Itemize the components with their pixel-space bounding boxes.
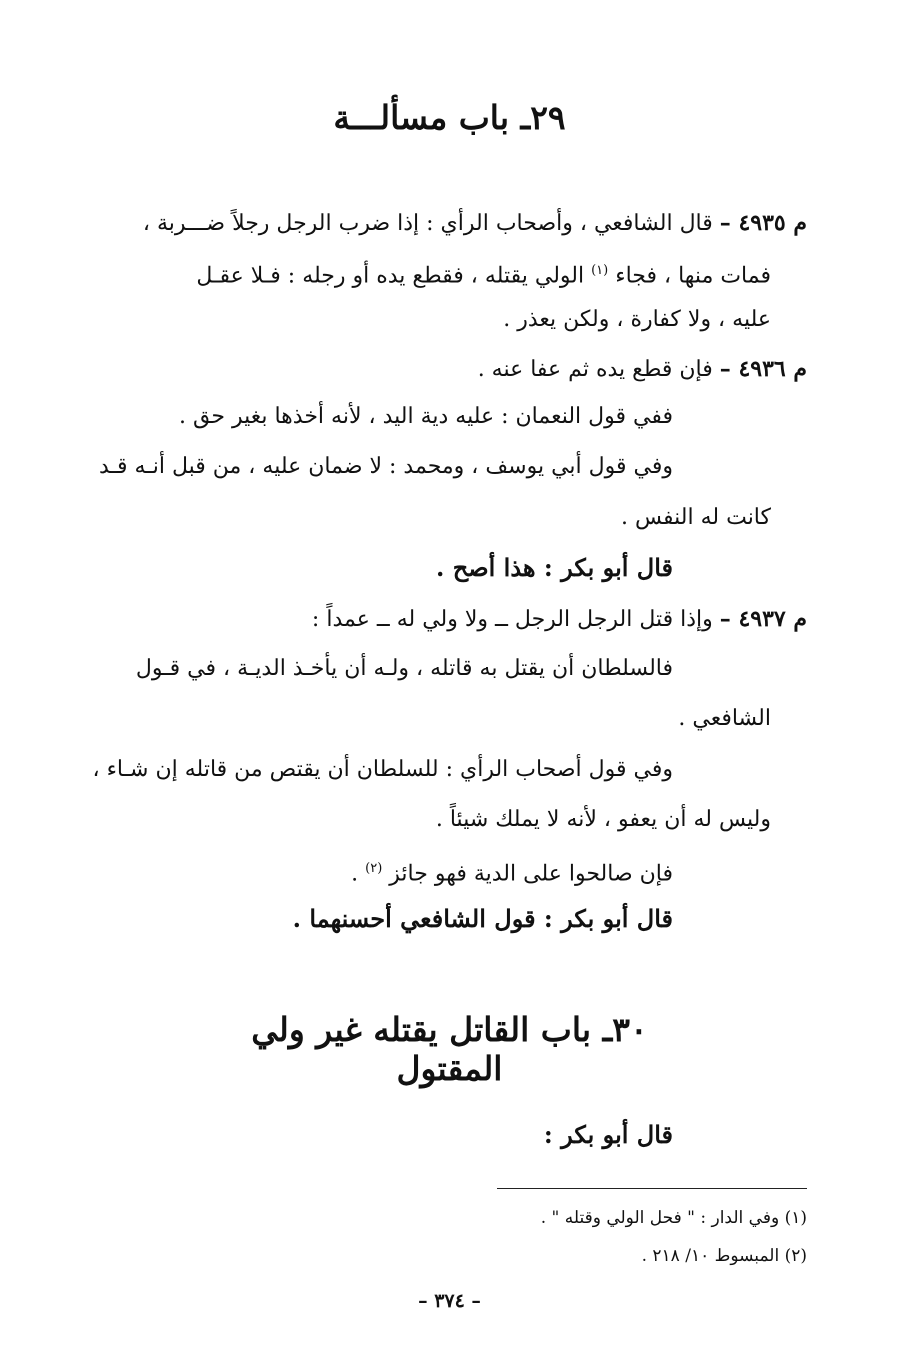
abu-bakr-opinion-1: قال أبو بكر : هذا أصح . <box>436 553 673 582</box>
issue-number-4936: م ٤٩٣٦ – <box>719 356 807 382</box>
issue-4937-line-6: فإن صالحوا على الدية فهو جائز $^{(٢)}$ . <box>351 861 673 887</box>
abu-bakr-opinion-2: قال أبو بكر : قول الشافعي أحسنهما . <box>292 904 673 933</box>
issue-4937-line-3: الشافعي . <box>678 706 771 731</box>
issue-4935-line-3: عليه ، ولا كفارة ، ولكن يعذر . <box>503 307 771 332</box>
issue-4937-line-1: م ٤٩٣٧ – وإذا قتل الرجل الرجل ــ ولا ولي له ــ عمداً : <box>311 606 807 632</box>
issue-4935-line-1: م ٤٩٣٥ – قال الشافعي ، وأصحاب الرأي : إذا ضرب الرجل رجلاً ضـــربة ، <box>142 210 807 236</box>
issue-4937-line-2: فالسلطان أن يقتل به قاتله ، ولـه أن يأخـذ الديـة ، في قـول <box>135 656 673 681</box>
chapter-heading-30: ٣٠ـ باب القاتل يقتله غير ولي المقتول <box>251 1010 648 1088</box>
chapter-heading-29: ٢٩ـ باب مسألـــة <box>333 98 566 137</box>
footnote-2: (٢) المبسوط ١٠/ ٢١٨ . <box>641 1246 807 1266</box>
issue-number-4937: م ٤٩٣٧ – <box>719 606 807 632</box>
footnote-divider <box>497 1188 807 1189</box>
footnote-ref-1: (١) <box>591 263 609 278</box>
issue-4936-line-3: وفي قول أبي يوسف ، ومحمد : لا ضمان عليه ، من قبل أنـه قـد <box>99 454 673 479</box>
closing-abu-bakr: قال أبو بكر : <box>543 1120 673 1149</box>
issue-4936-line-4: كانت له النفس . <box>620 505 771 530</box>
issue-4935-line-2: فمات منها ، فجاء $^{(١)}$ الولي يقتله ، فقطع يده أو رجله : فـلا عقـل <box>196 263 771 289</box>
issue-4936-line-2: ففي قول النعمان : عليه دية اليد ، لأنه أخذها بغير حق . <box>179 404 673 429</box>
issue-4936-line-1: م ٤٩٣٦ – فإن قطع يده ثم عفا عنه . <box>477 356 807 382</box>
footnote-1: (١) وفي الدار : " فحل الولي وقتله " . <box>540 1208 807 1228</box>
issue-4937-line-4: وفي قول أصحاب الرأي : للسلطان أن يقتص من قاتله إن شـاء ، <box>92 757 673 782</box>
page-number: – ٣٧٤ – <box>418 1290 481 1312</box>
footnote-ref-2: (٢) <box>365 861 383 876</box>
issue-number-4935: م ٤٩٣٥ – <box>719 210 807 236</box>
issue-4937-line-5: وليس له أن يعفو ، لأنه لا يملك شيئاً . <box>435 807 771 832</box>
